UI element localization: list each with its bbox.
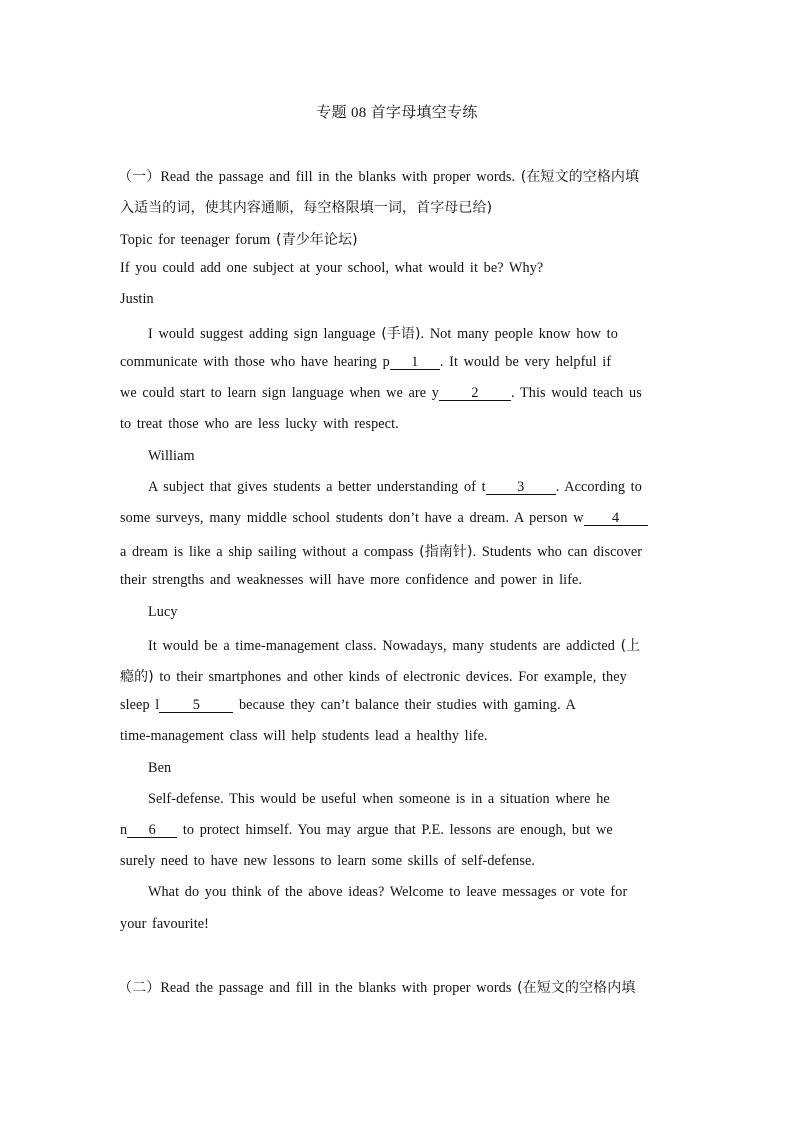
section1-instruction-cn-2: 入适当的词，使其内容通顺，每空格限填一词，首字母已给)	[120, 200, 493, 216]
paragraph-line: What do you think of the above ideas? Welcome to leave messages or vote for	[148, 884, 628, 900]
text-run: . It would be very helpful if	[439, 354, 612, 370]
paragraph-line	[148, 479, 642, 496]
text-run: I would suggest adding sign language	[148, 326, 382, 342]
section1-marker: （一）	[118, 169, 161, 185]
paragraph-line	[120, 822, 613, 839]
blank-4[interactable]: 4	[584, 511, 648, 526]
speaker-lucy: Lucy	[148, 604, 178, 620]
paragraph-line	[120, 541, 642, 561]
text-run-cn: (指南针)	[419, 544, 473, 560]
section1-instruction	[118, 166, 639, 186]
speaker-william: William	[148, 448, 195, 464]
paragraph-line: surely need to have new lessons to learn some skills of self-defense.	[120, 853, 536, 869]
text-run: to protect himself. You may argue that P.E. lessons are enough, but we	[177, 822, 613, 838]
blank-5[interactable]: 5	[159, 698, 233, 713]
forum-question: If you could add one subject at your school, what would it be? Why?	[120, 260, 544, 276]
speaker-justin: Justin	[120, 291, 154, 307]
text-run-cn: (上	[620, 638, 641, 654]
text-run: n	[120, 822, 128, 838]
text-run-cn: (手语)	[381, 326, 421, 342]
blank-3[interactable]: 3	[486, 480, 556, 495]
topic-cn: (青少年论坛)	[276, 232, 358, 248]
text-run: to their smartphones and other kinds of electronic devices. For example, they	[153, 669, 627, 685]
text-run: It would be a time-management class. Nowadays, many students are addicted	[148, 638, 621, 654]
paragraph-line	[120, 697, 576, 714]
text-run-cn: 瘾的)	[120, 669, 154, 685]
blank-2[interactable]: 2	[439, 386, 511, 401]
paragraph-line	[120, 354, 611, 371]
text-run: because they can’t balance their studies with gaming. A	[233, 697, 576, 713]
section1-instruction-en: Read the passage and fill in the blanks with proper words.	[160, 169, 516, 185]
speaker-ben: Ben	[148, 760, 172, 776]
text-run: . According to	[555, 479, 642, 495]
section2-instruction	[118, 977, 635, 997]
paragraph-line: their strengths and weaknesses will have more confidence and power in life.	[120, 572, 583, 588]
paragraph-line: Self-defense. This would be useful when someone is in a situation where he	[148, 791, 610, 807]
section1-instruction-cn-1: (在短文的空格内填	[520, 169, 640, 185]
paragraph-line	[120, 510, 648, 527]
text-run: . Students who can discover	[472, 544, 643, 560]
paragraph-line: to treat those who are less lucky with respect.	[120, 416, 399, 432]
text-run: a dream is like a ship sailing without a compass	[120, 544, 420, 560]
page-title: 专题 08 首字母填空专练	[316, 105, 478, 121]
text-run: . Not many people know how to	[420, 326, 618, 342]
section2-instruction-en: Read the passage and fill in the blanks with proper words	[160, 980, 518, 996]
blank-6[interactable]: 6	[127, 823, 177, 838]
topic-en: Topic for teenager forum	[120, 232, 277, 248]
text-run: some surveys, many middle school students don’t have a dream. A person w	[120, 510, 584, 526]
paragraph-line: your favourite!	[120, 916, 209, 932]
text-run: . This would teach us	[511, 385, 642, 401]
text-run: we could start to learn sign language when we are y	[120, 385, 439, 401]
paragraph-line	[148, 635, 640, 655]
paragraph-line	[120, 385, 642, 402]
section2-instruction-cn: (在短文的空格内填	[517, 980, 636, 996]
section2-marker: （二）	[118, 980, 161, 996]
topic-line	[120, 229, 358, 249]
text-run: A subject that gives students a better understanding of t	[148, 479, 486, 495]
paragraph-line: time-management class will help students lead a healthy life.	[120, 728, 488, 744]
text-run: communicate with those who have hearing p	[120, 354, 390, 370]
paragraph-line	[148, 323, 618, 343]
paragraph-line	[120, 666, 627, 686]
text-run: sleep l	[120, 697, 160, 713]
blank-1[interactable]: 1	[390, 355, 440, 370]
